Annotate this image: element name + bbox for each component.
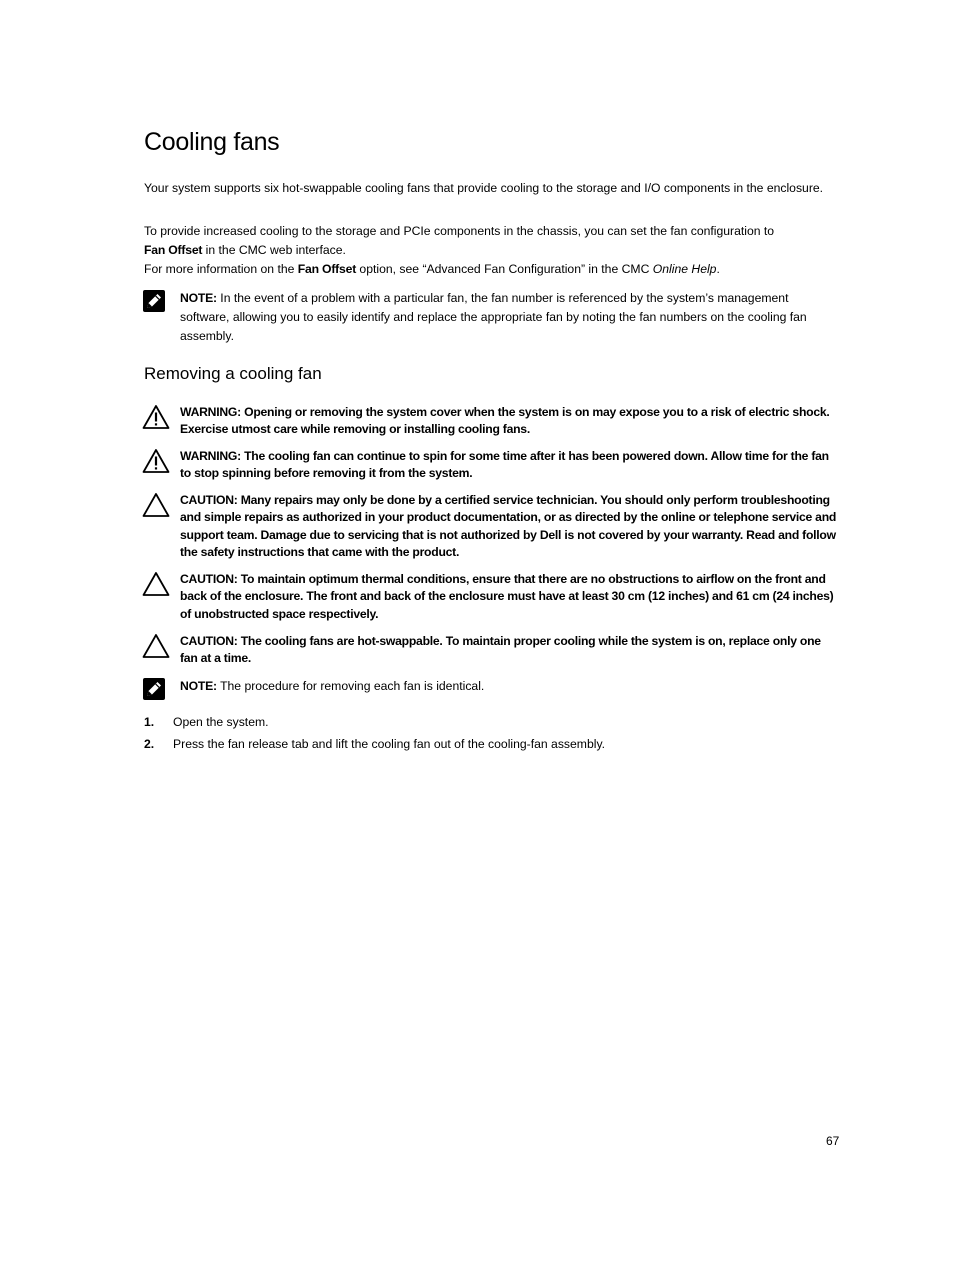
note-fan-number [142, 289, 842, 346]
note-procedure [142, 677, 842, 703]
note-body: The procedure for removing each fan is identical. [216, 679, 485, 693]
note-label: NOTE: [180, 291, 217, 305]
note-text [180, 677, 838, 696]
note-label: NOTE: [180, 679, 217, 693]
note-text [180, 289, 838, 346]
intro-paragraph-1: Your system supports six hot-swappable cooling fans that provide cooling to the storage and I/O components in the enclosure. [144, 181, 824, 195]
warning-text-1: WARNING: Opening or removing the system cover when the system is on may expose you to a risk of electric shock. Exercise utmost care while removing or installing cooling fans. [180, 405, 830, 437]
step-text: Press the fan release tab and lift the cooling fan out of the cooling-fan assembly. [173, 737, 606, 751]
caution-icon [142, 633, 172, 659]
step-number: 2. [144, 737, 155, 751]
step-number: 1. [144, 715, 155, 729]
caution-icon [142, 571, 172, 597]
note-pencil-icon [142, 677, 172, 703]
warning-notice-1 [142, 404, 842, 439]
note-pencil-icon [142, 289, 172, 315]
intro-paragraph-2 [144, 222, 834, 260]
intro-paragraph-2-tail: in the CMC web interface. [202, 243, 346, 257]
warning-notice-2 [142, 448, 842, 483]
warning-text-2: WARNING: The cooling fan can continue to spin for some time after it has been powered down. Allow time for the fan to stop spinning before removing it from the system. [180, 449, 829, 481]
intro-paragraph-3-mid: option, see “Advanced Fan Configuration” in the CMC [356, 262, 653, 276]
caution-text-2: CAUTION: To maintain optimum thermal conditions, ensure that there are no obstructions to airflow on the front and back of the enclosure. The front and back of the enclosure must have at least 30 cm (12 inches) and 61 cm (24 inches) of unobstructed space respectively. [180, 572, 834, 621]
page-number: 67 [826, 1134, 840, 1148]
note-body: In the event of a problem with a particular fan, the fan number is referenced by the system’s management software, allowing you to easily identify and replace the appropriate fan by noting the fan numbers on the cooling fan assembly. [180, 291, 807, 343]
online-help-reference: Online Help [652, 262, 717, 276]
step-text: Open the system. [173, 715, 269, 729]
list-item [144, 735, 834, 757]
list-item [144, 713, 834, 735]
procedure-steps [144, 713, 834, 757]
intro-paragraph-3-text: For more information on the [144, 262, 298, 276]
intro-paragraph-2-text: To provide increased cooling to the storage and PCIe components in the chassis, you can set the fan configuration to [144, 224, 775, 238]
fan-offset-term: Fan Offset [144, 243, 203, 257]
intro-paragraph-3 [144, 260, 834, 279]
warning-icon [142, 404, 172, 430]
caution-notice-3 [142, 633, 842, 668]
caution-text-3: CAUTION: The cooling fans are hot-swappable. To maintain proper cooling while the system is on, replace only one fan at a time. [180, 634, 821, 666]
fan-offset-term-2: Fan Offset [297, 262, 357, 276]
page-title: Cooling fans [144, 128, 280, 156]
section-title: Removing a cooling fan [144, 364, 322, 383]
warning-icon [142, 448, 172, 474]
caution-text-1: CAUTION: Many repairs may only be done by a certified service technician. You should only perform troubleshooting and simple repairs as authorized in your product documentation, or as directed by the online or telephone service and support team. Damage due to servicing that is not authorized by Dell is not covered by your warranty. Read and follow the safety instructions that came with the product. [180, 493, 837, 559]
caution-icon [142, 492, 172, 518]
caution-notice-2 [142, 571, 842, 623]
caution-notice-1 [142, 492, 842, 561]
intro-paragraph-3-end: . [716, 262, 720, 276]
